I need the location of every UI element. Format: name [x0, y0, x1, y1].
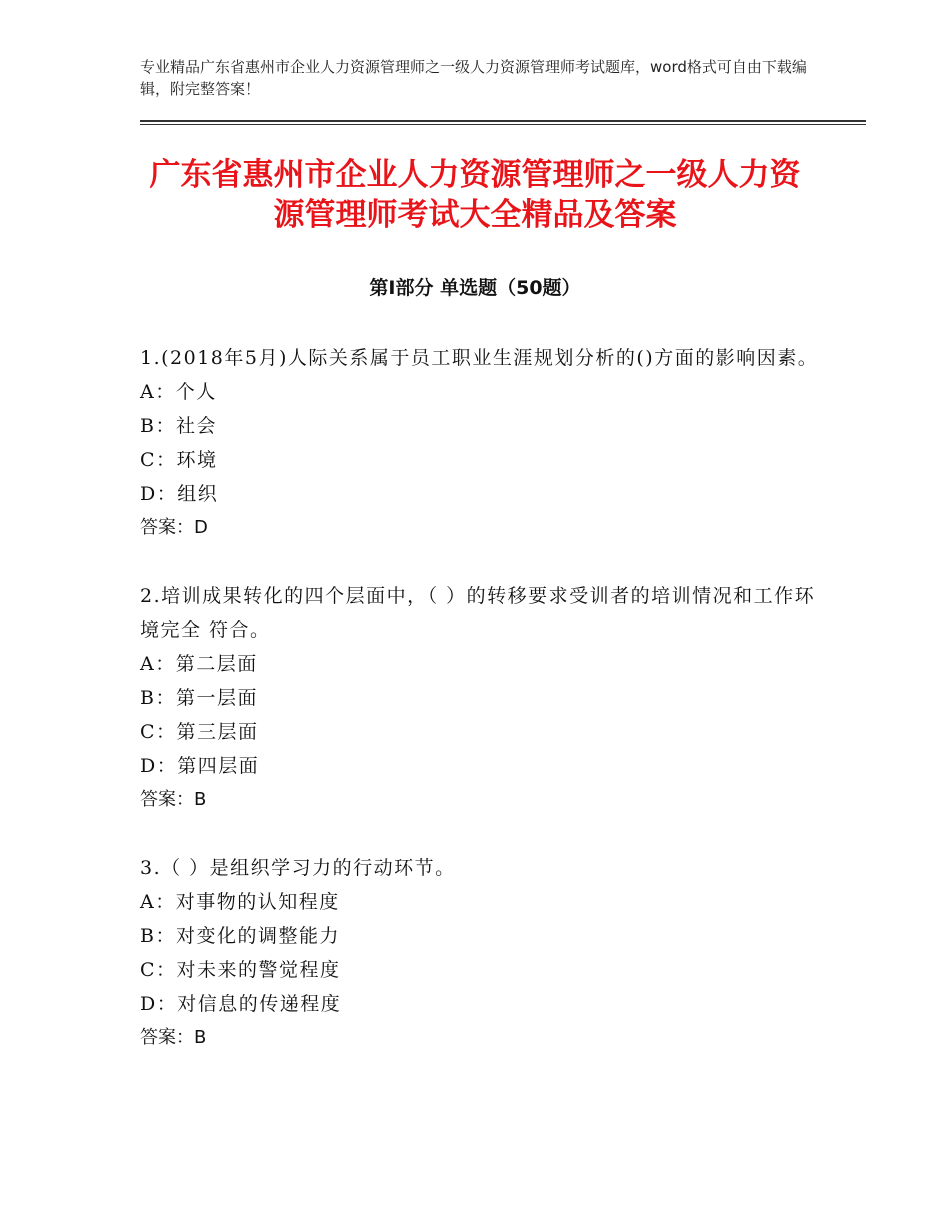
option-a: A：对事物的认知程度	[140, 891, 340, 913]
question-1	[140, 341, 820, 545]
option-a: A：第二层面	[140, 653, 258, 675]
option-c: C：环境	[140, 449, 218, 471]
document-title: 广东省惠州市企业人力资源管理师之一级人力资源管理师考试大全精品及答案	[149, 157, 801, 233]
header-note: 专业精品广东省惠州市企业人力资源管理师之一级人力资源管理师考试题库，word格式可自由下载编辑，附完整答案！	[140, 58, 807, 98]
option-a: A：个人	[140, 381, 217, 403]
option-d: D：组织	[140, 483, 219, 505]
question-2	[140, 579, 820, 817]
option-c: C：对未来的警觉程度	[140, 959, 341, 981]
answer: 答案：B	[140, 1027, 207, 1048]
option-d: D：对信息的传递程度	[140, 993, 342, 1015]
option-b: B：第一层面	[140, 687, 258, 709]
answer: 答案：D	[140, 517, 208, 538]
header-rule	[140, 120, 866, 125]
option-c: C：第三层面	[140, 721, 259, 743]
question-list	[140, 341, 820, 1089]
question-stem: 1.(2018年5月)人际关系属于员工职业生涯规划分析的()方面的影响因素。	[140, 347, 819, 369]
question-3	[140, 851, 820, 1055]
question-stem: 3.（ ）是组织学习力的行动环节。	[140, 857, 456, 879]
question-stem: 2.培训成果转化的四个层面中，（ ）的转移要求受训者的培训情况和工作环境完全 符合。	[140, 585, 816, 641]
section-heading: 第Ⅰ部分 单选题（50题）	[369, 277, 581, 299]
option-d: D：第四层面	[140, 755, 260, 777]
answer: 答案：B	[140, 789, 207, 810]
option-b: B：对变化的调整能力	[140, 925, 340, 947]
option-b: B：社会	[140, 415, 217, 437]
